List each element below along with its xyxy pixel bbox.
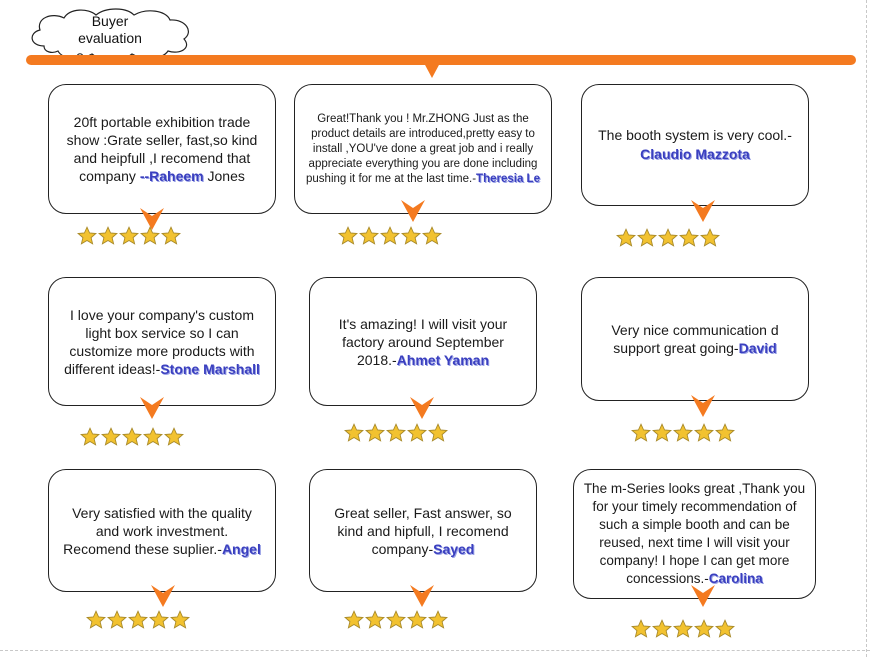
star-icon: [380, 226, 400, 246]
timeline-bar: [26, 55, 856, 65]
star-icon: [86, 610, 106, 630]
star-icon: [407, 610, 427, 630]
star-icon: [652, 423, 672, 443]
review-text: I love your company's custom light box service so I can customize more products with different ideas!-: [64, 306, 255, 377]
review-quote: [61, 113, 263, 185]
arrow-down-icon: [690, 584, 716, 608]
star-icon: [631, 423, 651, 443]
review-text: Very satisfied with the quality and work investment. Recomend these suplier.-: [63, 504, 252, 557]
review-card-4: [48, 277, 276, 406]
review-quote: [61, 306, 263, 378]
star-icon: [715, 423, 735, 443]
review-author: Angel: [221, 540, 261, 557]
star-rating: [344, 423, 448, 443]
star-icon: [359, 226, 379, 246]
review-card-7: [48, 469, 276, 592]
star-rating: [338, 226, 442, 246]
review-quote: [594, 126, 796, 164]
star-icon: [679, 228, 699, 248]
star-icon: [428, 610, 448, 630]
star-rating: [77, 226, 181, 246]
review-text: Great!Thank you ! Mr.ZHONG Just as the product details are introduced,pretty easy to install ,YOU've done a great job and i really appreciate everything you are done including pushing it for me at the last time.-: [306, 112, 538, 185]
star-icon: [386, 610, 406, 630]
star-icon: [637, 228, 657, 248]
review-author: Sayed: [433, 540, 475, 557]
star-icon: [338, 226, 358, 246]
star-icon: [365, 423, 385, 443]
star-icon: [694, 619, 714, 639]
star-icon: [365, 610, 385, 630]
review-text: The m-Series looks great ,Thank you for your timely recommendation of such a simple booth and can be reused, next time I will visit your company! I hope I can get more concessions.-: [583, 481, 806, 586]
review-quote: [303, 112, 543, 187]
review-quote: [594, 321, 796, 357]
star-icon: [164, 427, 184, 447]
star-rating: [80, 427, 184, 447]
star-icon: [616, 228, 636, 248]
callout-text: [22, 13, 198, 47]
callout-line-2: evaluation: [78, 30, 142, 46]
review-quote: [322, 504, 524, 558]
star-icon: [101, 427, 121, 447]
star-icon: [344, 610, 364, 630]
review-quote: [322, 315, 524, 369]
star-icon: [658, 228, 678, 248]
arrow-down-icon: [690, 199, 716, 223]
star-icon: [715, 619, 735, 639]
page-edge-guide-bottom: [0, 650, 870, 651]
review-card-6: [581, 277, 809, 401]
star-icon: [631, 619, 651, 639]
arrow-down-icon: [690, 394, 716, 418]
review-author: Carolina: [708, 571, 763, 586]
star-icon: [407, 423, 427, 443]
star-icon: [149, 610, 169, 630]
star-icon: [80, 427, 100, 447]
star-icon: [98, 226, 118, 246]
review-card-3: [581, 84, 809, 206]
star-icon: [401, 226, 421, 246]
star-icon: [422, 226, 442, 246]
arrow-down-icon: [409, 584, 435, 608]
review-text: It's amazing! I will visit your factory around September 2018.-: [338, 315, 508, 368]
star-rating: [631, 423, 735, 443]
star-icon: [673, 423, 693, 443]
review-card-2: [294, 84, 552, 214]
review-card-8: [309, 469, 537, 592]
star-icon: [128, 610, 148, 630]
star-icon: [700, 228, 720, 248]
star-rating: [86, 610, 190, 630]
review-text: Very nice communication d support great going-: [611, 322, 779, 356]
review-author: Theresia Le: [476, 172, 540, 185]
review-card-9: [573, 469, 816, 599]
arrow-down-icon: [150, 584, 176, 608]
star-icon: [77, 226, 97, 246]
star-icon: [673, 619, 693, 639]
star-icon: [344, 423, 364, 443]
timeline-arrow-icon: [424, 63, 440, 78]
review-author: Claudio Mazzota: [640, 146, 750, 162]
star-rating: [616, 228, 720, 248]
review-text: Great seller, Fast answer, so kind and hipfull, I recomend company-: [334, 504, 512, 557]
review-author: Ahmet Yaman: [396, 351, 490, 368]
arrow-down-icon: [139, 396, 165, 420]
star-icon: [170, 610, 190, 630]
star-icon: [694, 423, 714, 443]
review-card-1: [48, 84, 276, 214]
star-icon: [107, 610, 127, 630]
review-quote: [61, 504, 263, 558]
review-quote: [582, 480, 807, 588]
page-edge-guide-right: [866, 0, 867, 657]
review-author: --Raheem: [139, 168, 204, 184]
review-author: David: [738, 340, 777, 356]
star-icon: [119, 226, 139, 246]
star-icon: [122, 427, 142, 447]
review-author: Stone Marshall: [160, 360, 260, 377]
review-text: 20ft portable exhibition trade show :Grate seller, fast,so kind and heipfull ,I recomend that company: [66, 114, 258, 184]
star-rating: [631, 619, 735, 639]
star-icon: [140, 226, 160, 246]
review-card-5: [309, 277, 537, 406]
star-icon: [386, 423, 406, 443]
arrow-down-icon: [409, 396, 435, 420]
star-icon: [652, 619, 672, 639]
star-rating: [344, 610, 448, 630]
star-icon: [143, 427, 163, 447]
buyer-evaluation-callout: [22, 6, 198, 62]
review-text: The booth system is very cool.-: [598, 127, 792, 143]
star-icon: [428, 423, 448, 443]
review-author-tail: Jones: [203, 168, 245, 184]
arrow-down-icon: [400, 199, 426, 223]
callout-line-1: Buyer: [91, 13, 129, 29]
star-icon: [161, 226, 181, 246]
